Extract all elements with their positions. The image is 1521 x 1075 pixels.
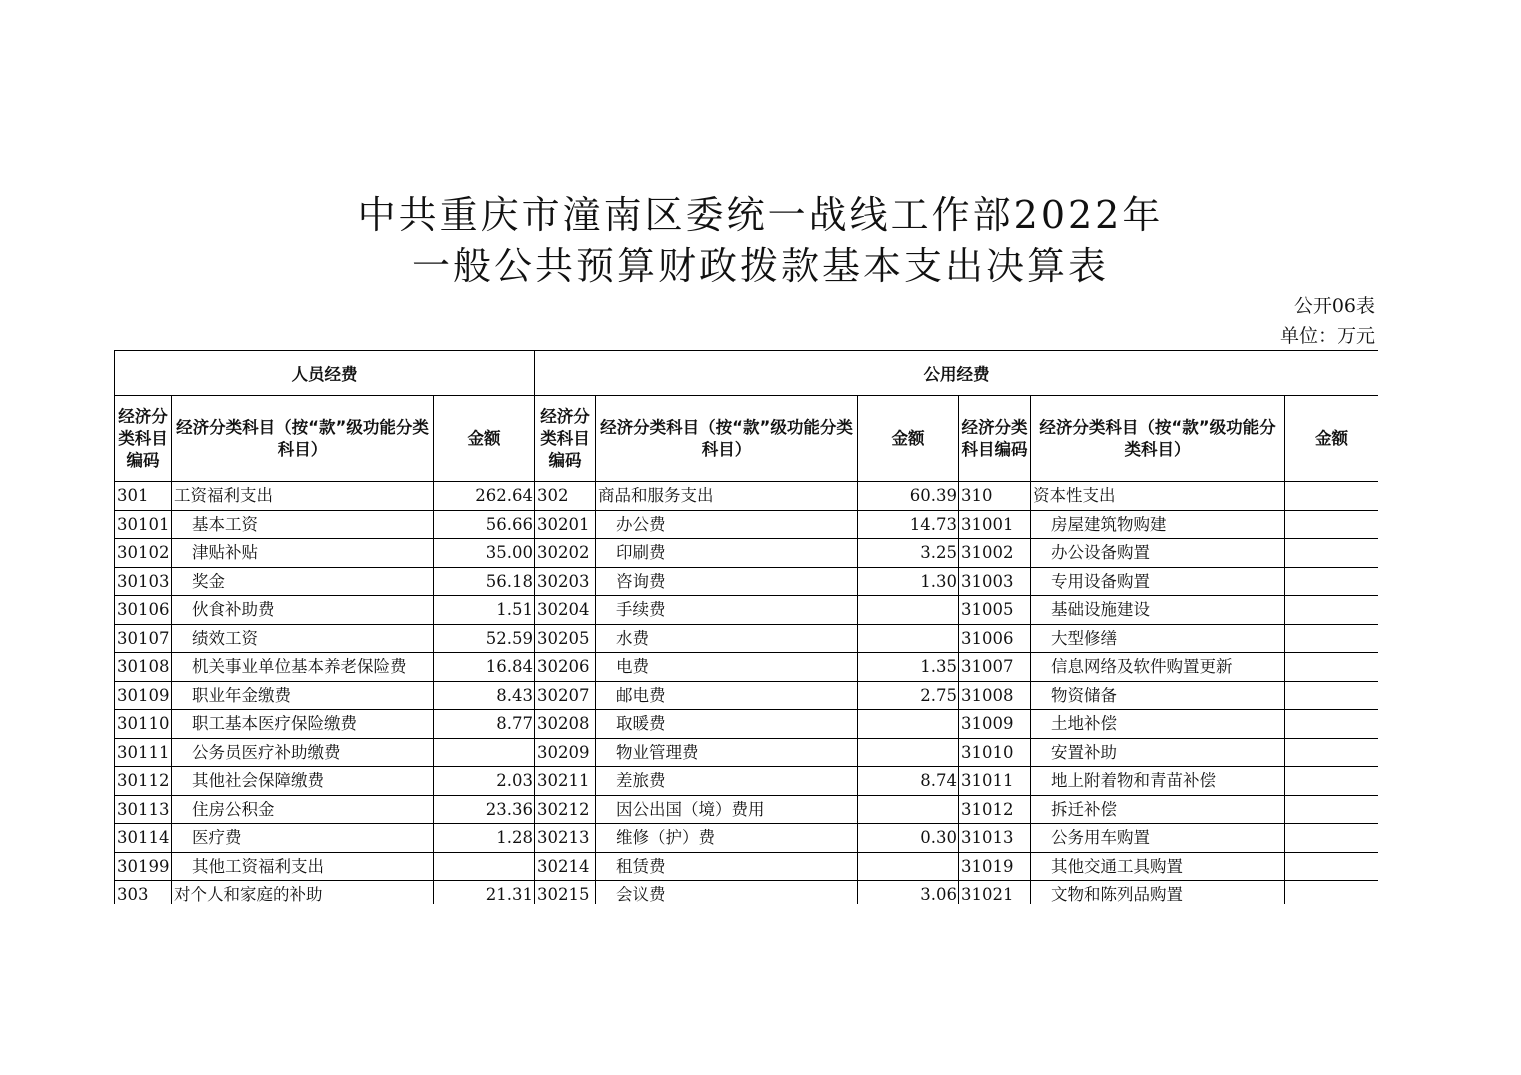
capital-code-cell: 31005 — [959, 596, 1031, 625]
capital-code-cell: 31021 — [959, 881, 1031, 905]
personnel-code-cell: 30106 — [115, 596, 172, 625]
table-row — [115, 852, 1379, 881]
personnel-name-cell: 住房公积金 — [172, 795, 434, 824]
capital-name-cell: 安置补助 — [1031, 738, 1285, 767]
column-header-row — [115, 396, 1379, 482]
personnel-amount-cell: 8.43 — [434, 681, 535, 710]
name-header-1: 经济分类科目（按“款”级功能分类科目） — [172, 396, 434, 482]
public-amount-cell: 3.25 — [858, 539, 959, 568]
personnel-code-cell: 30113 — [115, 795, 172, 824]
personnel-code-cell: 30108 — [115, 653, 172, 682]
capital-name-cell: 文物和陈列品购置 — [1031, 881, 1285, 905]
capital-name-cell: 信息网络及软件购置更新 — [1031, 653, 1285, 682]
capital-amount-cell — [1285, 482, 1378, 511]
personnel-amount-cell: 262.64 — [434, 482, 535, 511]
public-name-cell: 电费 — [596, 653, 858, 682]
expenditure-table — [114, 350, 1378, 904]
public-name-cell: 邮电费 — [596, 681, 858, 710]
capital-code-cell: 31008 — [959, 681, 1031, 710]
table-row — [115, 738, 1379, 767]
capital-amount-cell — [1285, 738, 1378, 767]
personnel-name-cell: 对个人和家庭的补助 — [172, 881, 434, 905]
public-code-cell: 30203 — [535, 567, 596, 596]
personnel-code-cell: 30199 — [115, 852, 172, 881]
capital-code-cell: 31009 — [959, 710, 1031, 739]
personnel-code-cell: 30107 — [115, 624, 172, 653]
personnel-amount-cell — [434, 738, 535, 767]
table-body — [115, 482, 1379, 905]
code-header-1: 经济分类科目编码 — [115, 396, 172, 482]
capital-name-cell: 专用设备购置 — [1031, 567, 1285, 596]
capital-name-cell: 拆迁补偿 — [1031, 795, 1285, 824]
public-code-cell: 30206 — [535, 653, 596, 682]
personnel-code-cell: 30110 — [115, 710, 172, 739]
public-code-cell: 30208 — [535, 710, 596, 739]
personnel-name-cell: 其他工资福利支出 — [172, 852, 434, 881]
capital-amount-cell — [1285, 710, 1378, 739]
public-name-cell: 维修（护）费 — [596, 824, 858, 853]
personnel-name-cell: 伙食补助费 — [172, 596, 434, 625]
capital-code-cell: 31001 — [959, 510, 1031, 539]
personnel-name-cell: 奖金 — [172, 567, 434, 596]
public-amount-cell — [858, 624, 959, 653]
group-header-row — [115, 351, 1379, 396]
public-name-cell: 商品和服务支出 — [596, 482, 858, 511]
personnel-name-cell: 职业年金缴费 — [172, 681, 434, 710]
public-amount-cell: 2.75 — [858, 681, 959, 710]
table-row — [115, 681, 1379, 710]
unit-label: 单位：万元 — [1279, 325, 1375, 347]
table-row — [115, 710, 1379, 739]
public-amount-cell: 3.06 — [858, 881, 959, 905]
personnel-code-cell: 30101 — [115, 510, 172, 539]
table-row — [115, 767, 1379, 796]
capital-amount-cell — [1285, 653, 1378, 682]
public-code-cell: 30209 — [535, 738, 596, 767]
personnel-code-cell: 30109 — [115, 681, 172, 710]
capital-amount-cell — [1285, 596, 1378, 625]
public-name-cell: 印刷费 — [596, 539, 858, 568]
amount-header-3: 金额 — [1285, 396, 1378, 482]
public-code-cell: 30213 — [535, 824, 596, 853]
personnel-amount-cell: 35.00 — [434, 539, 535, 568]
public-code-cell: 30214 — [535, 852, 596, 881]
capital-amount-cell — [1285, 510, 1378, 539]
capital-name-cell: 公务用车购置 — [1031, 824, 1285, 853]
personnel-code-cell: 301 — [115, 482, 172, 511]
public-name-cell: 租赁费 — [596, 852, 858, 881]
personnel-name-cell: 医疗费 — [172, 824, 434, 853]
personnel-expenses-header: 人员经费 — [115, 351, 535, 396]
capital-code-cell: 31019 — [959, 852, 1031, 881]
personnel-name-cell: 职工基本医疗保险缴费 — [172, 710, 434, 739]
public-amount-cell: 8.74 — [858, 767, 959, 796]
personnel-code-cell: 30112 — [115, 767, 172, 796]
capital-amount-cell — [1285, 852, 1378, 881]
personnel-name-cell: 津贴补贴 — [172, 539, 434, 568]
personnel-amount-cell: 23.36 — [434, 795, 535, 824]
capital-name-cell: 资本性支出 — [1031, 482, 1285, 511]
table-row — [115, 881, 1379, 905]
public-code-cell: 30211 — [535, 767, 596, 796]
capital-name-cell: 其他交通工具购置 — [1031, 852, 1285, 881]
personnel-name-cell: 绩效工资 — [172, 624, 434, 653]
public-name-cell: 手续费 — [596, 596, 858, 625]
capital-amount-cell — [1285, 624, 1378, 653]
personnel-amount-cell: 8.77 — [434, 710, 535, 739]
capital-code-cell: 31003 — [959, 567, 1031, 596]
table-row — [115, 539, 1379, 568]
public-name-cell: 会议费 — [596, 881, 858, 905]
public-amount-cell — [858, 795, 959, 824]
personnel-code-cell: 30114 — [115, 824, 172, 853]
personnel-amount-cell: 1.28 — [434, 824, 535, 853]
public-amount-cell: 0.30 — [858, 824, 959, 853]
personnel-code-cell: 30102 — [115, 539, 172, 568]
table-row — [115, 824, 1379, 853]
name-header-3: 经济分类科目（按“款”级功能分类科目） — [1031, 396, 1285, 482]
public-name-cell: 办公费 — [596, 510, 858, 539]
personnel-amount-cell: 1.51 — [434, 596, 535, 625]
expenditure-table-container — [114, 350, 1378, 904]
name-header-2: 经济分类科目（按“款”级功能分类科目） — [596, 396, 858, 482]
capital-code-cell: 31006 — [959, 624, 1031, 653]
personnel-amount-cell: 21.31 — [434, 881, 535, 905]
code-header-3: 经济分类科目编码 — [959, 396, 1031, 482]
personnel-name-cell: 其他社会保障缴费 — [172, 767, 434, 796]
capital-amount-cell — [1285, 767, 1378, 796]
table-number: 公开06表 — [1293, 295, 1375, 317]
personnel-name-cell: 机关事业单位基本养老保险费 — [172, 653, 434, 682]
amount-header-1: 金额 — [434, 396, 535, 482]
public-amount-cell — [858, 710, 959, 739]
public-code-cell: 30215 — [535, 881, 596, 905]
code-header-2: 经济分类科目编码 — [535, 396, 596, 482]
personnel-code-cell: 30103 — [115, 567, 172, 596]
public-name-cell: 取暖费 — [596, 710, 858, 739]
capital-amount-cell — [1285, 539, 1378, 568]
capital-amount-cell — [1285, 881, 1378, 905]
personnel-amount-cell: 52.59 — [434, 624, 535, 653]
table-row — [115, 624, 1379, 653]
personnel-amount-cell: 56.66 — [434, 510, 535, 539]
report-title-line-2: 一般公共预算财政拨款基本支出决算表 — [411, 244, 1109, 288]
public-amount-cell — [858, 596, 959, 625]
public-amount-cell: 60.39 — [858, 482, 959, 511]
table-row — [115, 653, 1379, 682]
personnel-name-cell: 工资福利支出 — [172, 482, 434, 511]
capital-code-cell: 31002 — [959, 539, 1031, 568]
public-code-cell: 30202 — [535, 539, 596, 568]
capital-amount-cell — [1285, 681, 1378, 710]
capital-amount-cell — [1285, 824, 1378, 853]
capital-name-cell: 土地补偿 — [1031, 710, 1285, 739]
public-code-cell: 30207 — [535, 681, 596, 710]
capital-code-cell: 31013 — [959, 824, 1031, 853]
table-row — [115, 510, 1379, 539]
table-row — [115, 567, 1379, 596]
capital-name-cell: 大型修缮 — [1031, 624, 1285, 653]
public-code-cell: 30204 — [535, 596, 596, 625]
personnel-amount-cell — [434, 852, 535, 881]
personnel-name-cell: 公务员医疗补助缴费 — [172, 738, 434, 767]
public-name-cell: 物业管理费 — [596, 738, 858, 767]
capital-amount-cell — [1285, 795, 1378, 824]
public-code-cell: 30212 — [535, 795, 596, 824]
capital-name-cell: 基础设施建设 — [1031, 596, 1285, 625]
capital-name-cell: 地上附着物和青苗补偿 — [1031, 767, 1285, 796]
public-amount-cell: 14.73 — [858, 510, 959, 539]
personnel-code-cell: 303 — [115, 881, 172, 905]
personnel-name-cell: 基本工资 — [172, 510, 434, 539]
capital-name-cell: 物资储备 — [1031, 681, 1285, 710]
public-amount-cell — [858, 738, 959, 767]
capital-name-cell: 办公设备购置 — [1031, 539, 1285, 568]
capital-code-cell: 310 — [959, 482, 1031, 511]
personnel-amount-cell: 2.03 — [434, 767, 535, 796]
public-amount-cell — [858, 852, 959, 881]
report-title-line-1: 中共重庆市潼南区委统一战线工作部2022年 — [357, 193, 1164, 237]
personnel-code-cell: 30111 — [115, 738, 172, 767]
capital-code-cell: 31012 — [959, 795, 1031, 824]
table-row — [115, 596, 1379, 625]
personnel-amount-cell: 56.18 — [434, 567, 535, 596]
personnel-amount-cell: 16.84 — [434, 653, 535, 682]
public-amount-cell: 1.30 — [858, 567, 959, 596]
public-expenses-header: 公用经费 — [535, 351, 1378, 396]
public-amount-cell: 1.35 — [858, 653, 959, 682]
public-name-cell: 水费 — [596, 624, 858, 653]
public-code-cell: 30201 — [535, 510, 596, 539]
table-row — [115, 795, 1379, 824]
capital-code-cell: 31010 — [959, 738, 1031, 767]
capital-name-cell: 房屋建筑物购建 — [1031, 510, 1285, 539]
amount-header-2: 金额 — [858, 396, 959, 482]
public-name-cell: 差旅费 — [596, 767, 858, 796]
public-name-cell: 咨询费 — [596, 567, 858, 596]
capital-code-cell: 31007 — [959, 653, 1031, 682]
capital-amount-cell — [1285, 567, 1378, 596]
public-code-cell: 302 — [535, 482, 596, 511]
capital-code-cell: 31011 — [959, 767, 1031, 796]
public-name-cell: 因公出国（境）费用 — [596, 795, 858, 824]
public-code-cell: 30205 — [535, 624, 596, 653]
table-row — [115, 482, 1379, 511]
